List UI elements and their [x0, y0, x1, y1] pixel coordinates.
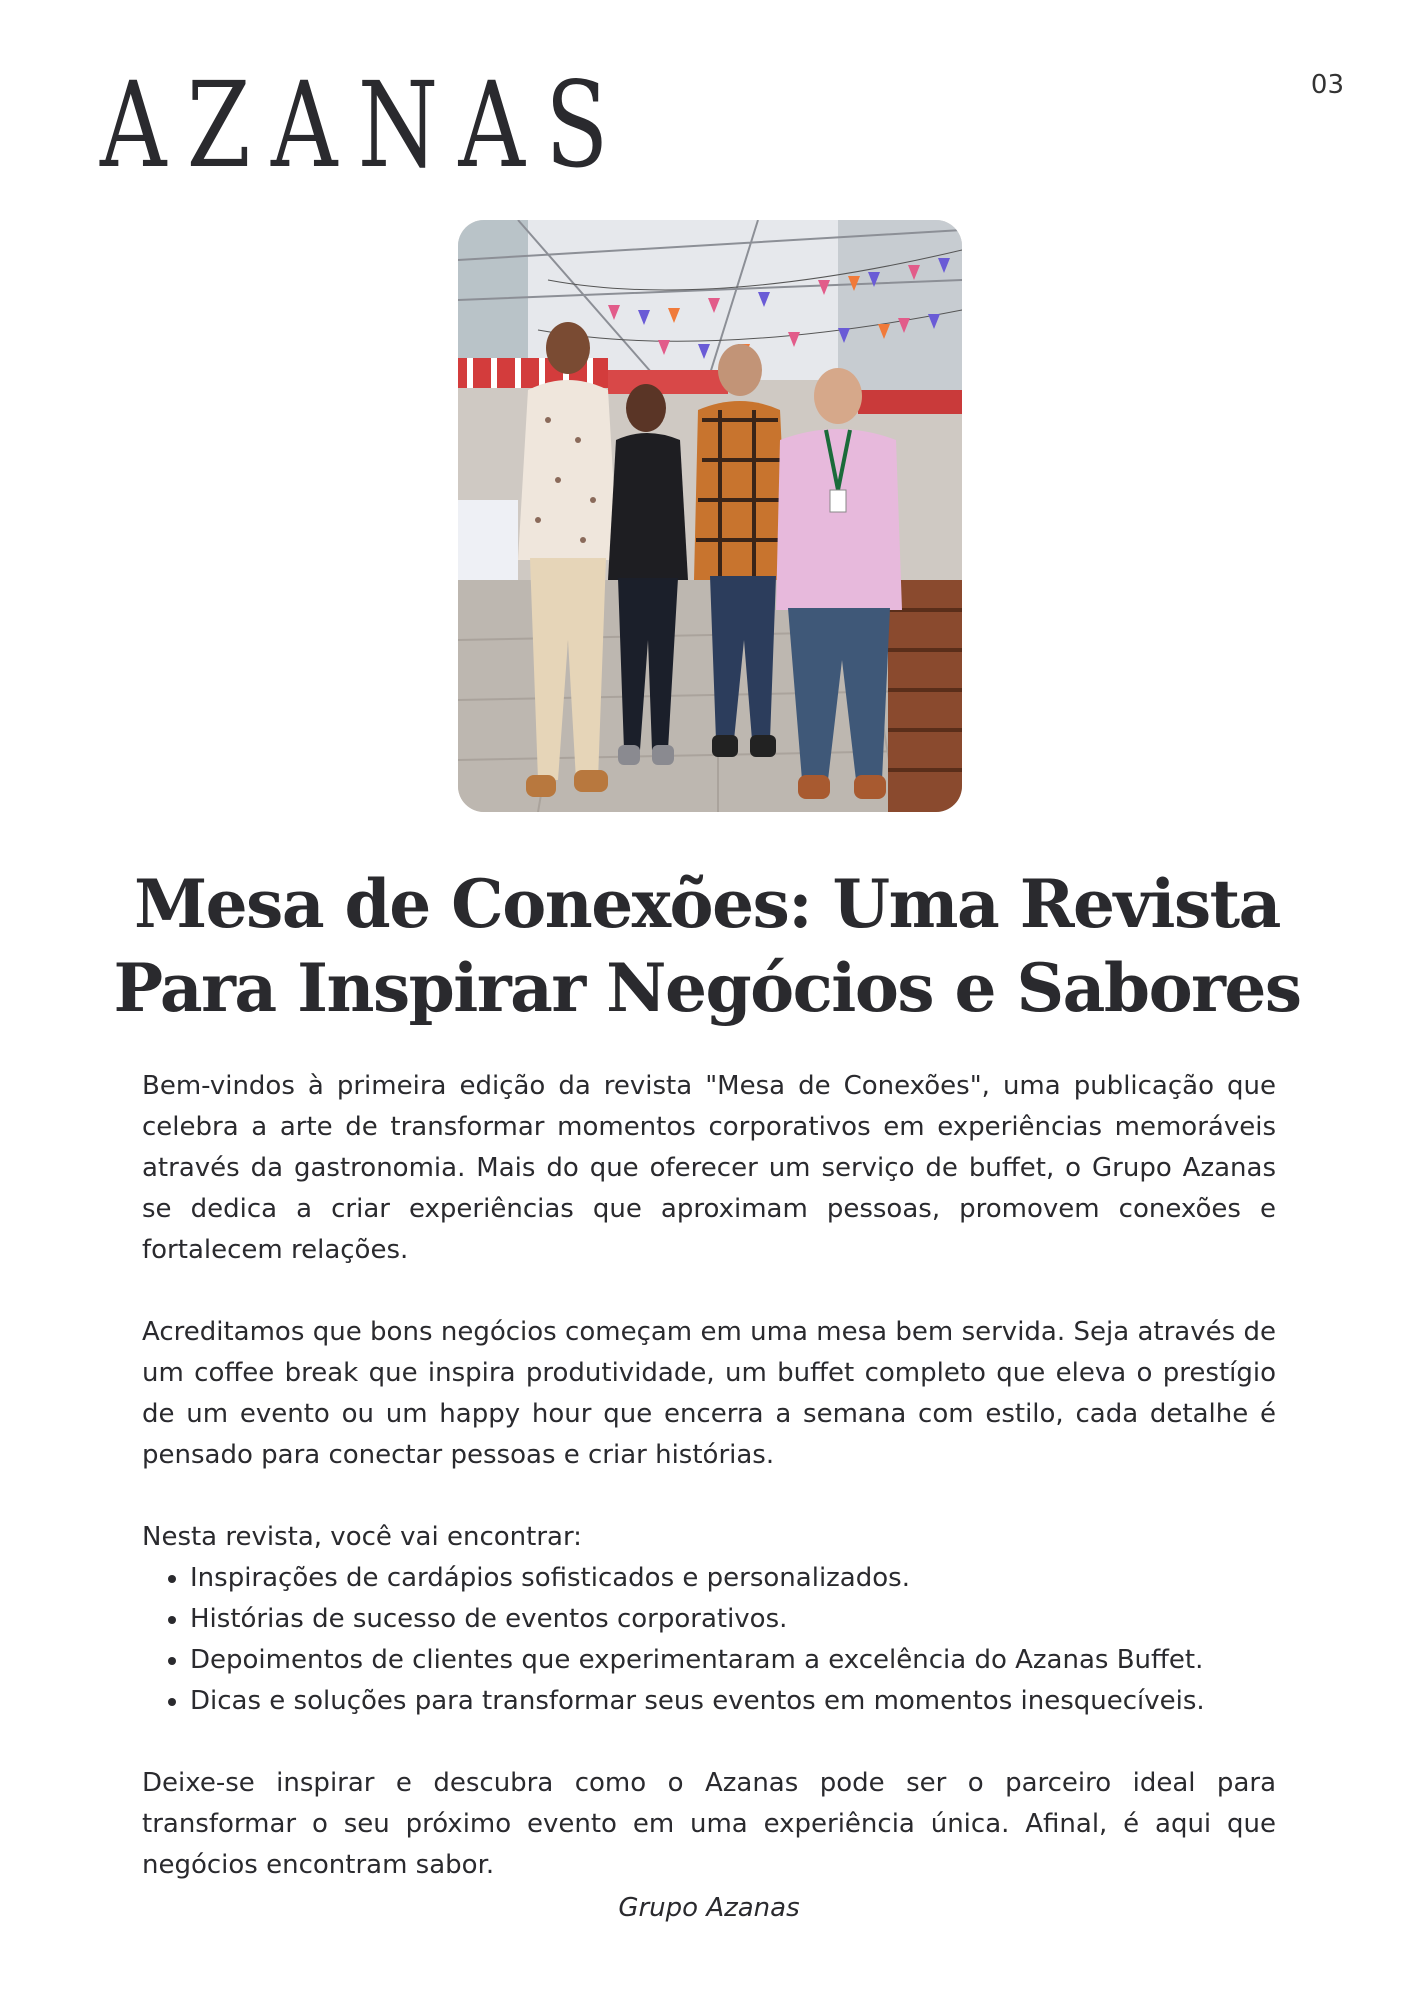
paragraph-3: Deixe-se inspirar e descubra como o Azanas pode ser o parceiro ideal para transformar o seu próximo evento em uma experiência única. Afinal, é aqui que negócios encontram sabor. [142, 1768, 1276, 1880]
paragraph-2: Acreditamos que bons negócios começam em uma mesa bem servida. Seja através de um coffee break que inspira produtividade, um buffet completo que eleva o prestígio de um evento ou um happy hour que encerra a semana com estilo, cada detalhe é pensado para conectar pessoas e criar histórias. [142, 1317, 1276, 1470]
page-number: 03 [1310, 70, 1344, 100]
list-item: • Dicas e soluções para transformar seus eventos em momentos inesquecíveis. [190, 1681, 1276, 1722]
paragraph-1: Bem-vindos à primeira edição da revista "Mesa de Conexões", uma publicação que celebra a arte de transformar momentos corporativos em experiências memoráveis através da gastronomia. Mais do que oferecer um serviço de buffet, o Grupo Azanas se dedica a criar experiências que aproximam pessoas, promovem conexões e fortalecem relações. [142, 1071, 1276, 1265]
article-title [100, 862, 1314, 1030]
feature-list [142, 1558, 1276, 1722]
signature: Grupo Azanas [618, 1893, 800, 1923]
title-line-2: Para Inspirar Negócios e Sabores [113, 949, 1301, 1027]
list-item: • Depoimentos de clientes que experimentaram a excelência do Azanas Buffet. [190, 1640, 1276, 1681]
list-item: • Histórias de sucesso de eventos corporativos. [190, 1599, 1276, 1640]
group-photo [458, 220, 962, 812]
article-body [142, 1066, 1276, 1929]
list-item: • Inspirações de cardápios sofisticados e personalizados. [190, 1558, 1276, 1599]
list-intro: Nesta revista, você vai encontrar: [142, 1522, 582, 1552]
brand-logo: AZANAS [100, 56, 629, 194]
title-line-1: Mesa de Conexões: Uma Revista [134, 865, 1280, 943]
